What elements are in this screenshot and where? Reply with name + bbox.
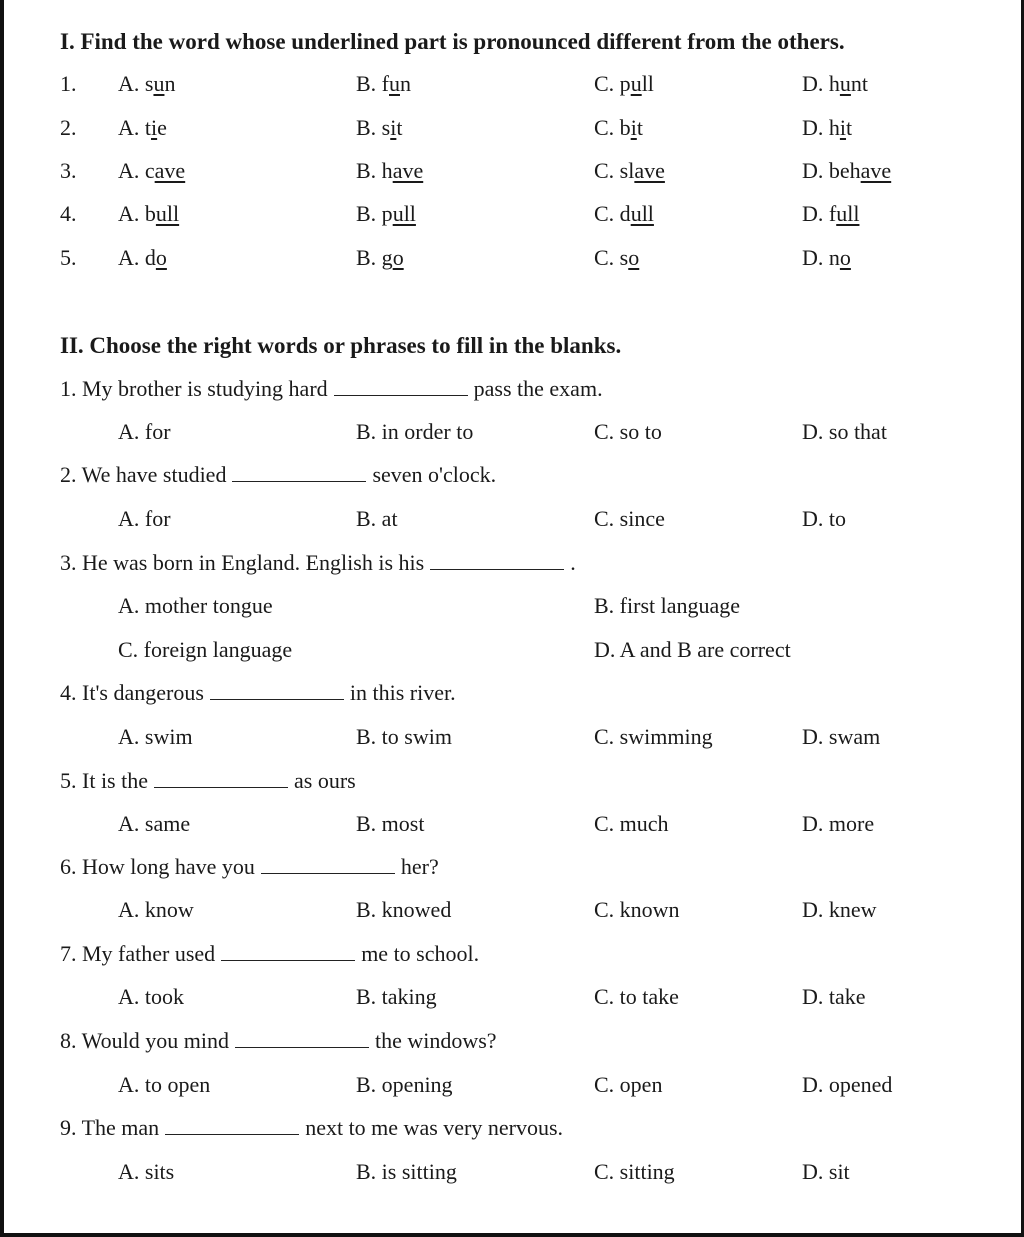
- underlined-part: o: [155, 245, 167, 270]
- question-1: 1. My brother is studying hard pass the exam.: [60, 376, 603, 401]
- option-c[interactable]: C. bit: [594, 115, 643, 140]
- option-b[interactable]: B. taking: [356, 984, 437, 1009]
- pronunciation-item-3: [0, 158, 1024, 188]
- underlined-part: i: [630, 115, 637, 140]
- option-a[interactable]: A. sun: [118, 71, 176, 96]
- underlined-part: o: [628, 245, 640, 270]
- option-a[interactable]: A. know: [118, 897, 194, 922]
- item-number: 2.: [60, 115, 77, 140]
- option-a[interactable]: A. do: [118, 245, 167, 270]
- answer-blank[interactable]: [430, 551, 564, 570]
- pronunciation-item-5: [0, 245, 1024, 275]
- option-d[interactable]: D. no: [802, 245, 851, 270]
- option-a[interactable]: A. tie: [118, 115, 167, 140]
- options-row-7: [0, 984, 1024, 1014]
- underlined-part: ave: [634, 158, 665, 183]
- option-d[interactable]: D. opened: [802, 1072, 893, 1097]
- option-b[interactable]: B. in order to: [356, 419, 474, 444]
- underlined-part: i: [151, 115, 158, 140]
- options-row-5: [0, 811, 1024, 841]
- option-a[interactable]: A. swim: [118, 724, 193, 749]
- question-8: 8. Would you mind the windows?: [60, 1028, 497, 1053]
- option-d[interactable]: D. knew: [802, 897, 877, 922]
- option-d[interactable]: D. to: [802, 506, 846, 531]
- question-5: 5. It is the as ours: [60, 768, 356, 793]
- underlined-part: o: [839, 245, 851, 270]
- underlined-part: o: [392, 245, 404, 270]
- option-d[interactable]: D. sit: [802, 1159, 850, 1184]
- underlined-part: u: [839, 71, 851, 96]
- option-d[interactable]: D. A and B are correct: [594, 637, 791, 662]
- option-b[interactable]: B. is sitting: [356, 1159, 457, 1184]
- option-a[interactable]: A. bull: [118, 201, 180, 226]
- pronunciation-item-4: [0, 201, 1024, 231]
- frame-border-bottom: [0, 1233, 1024, 1237]
- item-number: 1.: [60, 71, 77, 96]
- underlined-part: ave: [154, 158, 186, 183]
- option-b[interactable]: B. knowed: [356, 897, 452, 922]
- option-a[interactable]: A. mother tongue: [118, 593, 273, 618]
- option-a[interactable]: A. to open: [118, 1072, 211, 1097]
- question-2: 2. We have studied seven o'clock.: [60, 462, 497, 487]
- option-b[interactable]: B. have: [356, 158, 424, 183]
- option-b[interactable]: B. at: [356, 506, 398, 531]
- section2-title: II. Choose the right words or phrases to fill in the blanks.: [60, 333, 622, 358]
- option-b[interactable]: B. to swim: [356, 724, 452, 749]
- option-c[interactable]: C. sitting: [594, 1159, 675, 1184]
- answer-blank[interactable]: [232, 463, 366, 482]
- answer-blank[interactable]: [210, 681, 344, 700]
- option-c[interactable]: C. since: [594, 506, 665, 531]
- option-c[interactable]: C. open: [594, 1072, 663, 1097]
- underlined-part: i: [390, 115, 397, 140]
- underlined-part: i: [839, 115, 847, 140]
- option-a[interactable]: A. took: [118, 984, 184, 1009]
- underlined-part: ull: [630, 201, 654, 226]
- option-b[interactable]: B. sit: [356, 115, 403, 140]
- pronunciation-item-1: [0, 71, 1024, 101]
- underlined-part: u: [630, 71, 642, 96]
- question-3: 3. He was born in England. English is his .: [60, 550, 576, 575]
- option-c[interactable]: C. known: [594, 897, 680, 922]
- option-b[interactable]: B. go: [356, 245, 404, 270]
- options-row-1: [0, 419, 1024, 449]
- answer-blank[interactable]: [334, 377, 468, 396]
- option-a[interactable]: A. same: [118, 811, 191, 836]
- option-d[interactable]: D. so that: [802, 419, 887, 444]
- option-a[interactable]: A. for: [118, 506, 171, 531]
- options-row-6: [0, 897, 1024, 927]
- options-row-9: [0, 1159, 1024, 1189]
- item-number: 5.: [60, 245, 77, 270]
- option-c[interactable]: C. foreign language: [118, 637, 293, 662]
- item-number: 4.: [60, 201, 77, 226]
- option-a[interactable]: A. cave: [118, 158, 186, 183]
- item-number: 3.: [60, 158, 77, 183]
- option-c[interactable]: C. swimming: [594, 724, 713, 749]
- option-c[interactable]: C. to take: [594, 984, 679, 1009]
- options-row-8: [0, 1072, 1024, 1102]
- option-a[interactable]: A. for: [118, 419, 171, 444]
- question-6: 6. How long have you her?: [60, 854, 439, 879]
- option-c[interactable]: C. dull: [594, 201, 654, 226]
- option-c[interactable]: C. pull: [594, 71, 654, 96]
- option-d[interactable]: D. hit: [802, 115, 853, 140]
- option-c[interactable]: C. so to: [594, 419, 662, 444]
- option-d[interactable]: D. full: [802, 201, 860, 226]
- underlined-part: ull: [392, 201, 416, 226]
- answer-blank[interactable]: [165, 1116, 299, 1135]
- underlined-part: ull: [155, 201, 180, 226]
- option-c[interactable]: C. much: [594, 811, 669, 836]
- question-9: 9. The man next to me was very nervous.: [60, 1115, 564, 1140]
- answer-blank[interactable]: [261, 855, 395, 874]
- question-7: 7. My father used me to school.: [60, 941, 480, 966]
- option-d[interactable]: D. hunt: [802, 71, 869, 96]
- options-row-4: [0, 724, 1024, 754]
- options-row-3b: [0, 637, 1024, 667]
- option-b[interactable]: B. most: [356, 811, 425, 836]
- pronunciation-item-2: [0, 115, 1024, 145]
- answer-blank[interactable]: [154, 769, 288, 788]
- question-4: 4. It's dangerous in this river.: [60, 680, 456, 705]
- answer-blank[interactable]: [235, 1029, 369, 1048]
- underlined-part: ave: [392, 158, 424, 183]
- underlined-part: ull: [836, 201, 860, 226]
- option-b[interactable]: B. opening: [356, 1072, 453, 1097]
- option-b[interactable]: B. fun: [356, 71, 411, 96]
- option-a[interactable]: A. sits: [118, 1159, 175, 1184]
- option-d[interactable]: D. swam: [802, 724, 881, 749]
- options-row-2: [0, 506, 1024, 536]
- underlined-part: u: [389, 71, 400, 96]
- option-c[interactable]: C. so: [594, 245, 640, 270]
- option-c[interactable]: C. slave: [594, 158, 665, 183]
- option-d[interactable]: D. take: [802, 984, 866, 1009]
- underlined-part: u: [153, 71, 165, 96]
- underlined-part: ave: [860, 158, 892, 183]
- option-b[interactable]: B. pull: [356, 201, 416, 226]
- options-row-3a: [0, 593, 1024, 623]
- option-d[interactable]: D. behave: [802, 158, 892, 183]
- section1-title: I. Find the word whose underlined part is pronounced different from the others.: [60, 29, 845, 54]
- answer-blank[interactable]: [221, 942, 355, 961]
- option-b[interactable]: B. first language: [594, 593, 741, 618]
- option-d[interactable]: D. more: [802, 811, 875, 836]
